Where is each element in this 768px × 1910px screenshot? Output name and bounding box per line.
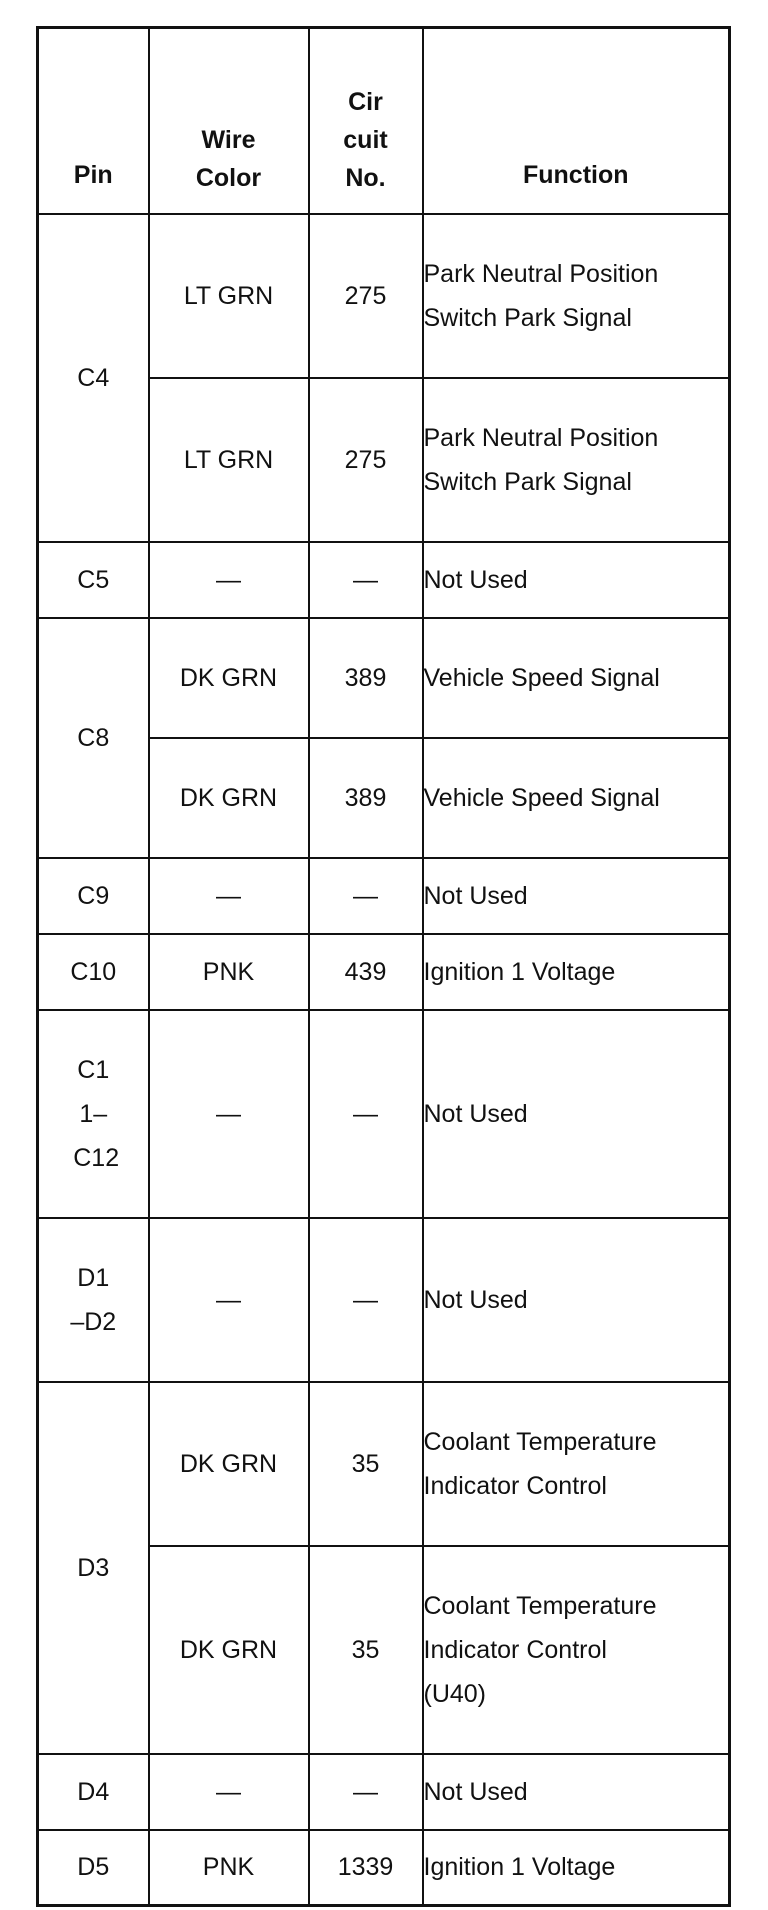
function-cell: Vehicle Speed Signal [423,618,730,738]
header-circuit-no [309,28,423,214]
table-row [38,618,730,738]
table-row [38,934,730,1010]
wire-color-cell: — [149,1218,309,1382]
header-circuit-no-label: Cir cuit No. [343,87,388,192]
function-cell: Park Neutral Position Switch Park Signal [423,214,730,378]
connector-pinout-table [36,26,731,1907]
function-cell [423,1546,730,1754]
circuit-cell: 275 [309,214,423,378]
function-cell: Ignition 1 Voltage [423,934,730,1010]
circuit-cell: — [309,858,423,934]
wire-color-cell: DK GRN [149,1382,309,1546]
wire-color-cell: — [149,542,309,618]
header-pin: Pin [38,28,149,214]
wire-color-cell: LT GRN [149,378,309,542]
header-wire-color [149,28,309,214]
table-row [38,1830,730,1906]
table-row [38,1010,730,1218]
wire-color-cell: LT GRN [149,214,309,378]
function-cell: Park Neutral Position Switch Park Signal [423,378,730,542]
wire-color-cell: — [149,1010,309,1218]
function-cell: Not Used [423,542,730,618]
circuit-cell: 1339 [309,1830,423,1906]
function-cell: Not Used [423,858,730,934]
pin-cell: C9 [38,858,149,934]
table-row [38,214,730,378]
function-cell: Not Used [423,1010,730,1218]
pin-cell: D5 [38,1830,149,1906]
table-row [38,1218,730,1382]
circuit-cell: 439 [309,934,423,1010]
pin-label: D1 –D2 [70,1263,117,1336]
circuit-cell: — [309,1218,423,1382]
wire-color-cell: DK GRN [149,1546,309,1754]
function-cell: Not Used [423,1218,730,1382]
circuit-cell: 389 [309,738,423,858]
pin-cell: C4 [38,214,149,542]
header-function: Function [423,28,730,214]
header-row [38,28,730,214]
pin-cell: C8 [38,618,149,858]
wire-color-cell: PNK [149,1830,309,1906]
function-cell: Not Used [423,1754,730,1830]
pin-label: C1 1– C12 [73,1055,120,1172]
header-wire-color-label: Wire Color [195,125,262,192]
pin-cell: C10 [38,934,149,1010]
pin-cell [38,1218,149,1382]
wire-color-cell: — [149,1754,309,1830]
circuit-cell: 275 [309,378,423,542]
table-row [38,1754,730,1830]
circuit-cell: — [309,1754,423,1830]
wire-color-cell: — [149,858,309,934]
table-row [38,1382,730,1546]
pin-cell: D3 [38,1382,149,1754]
circuit-cell: — [309,1010,423,1218]
pin-cell: D4 [38,1754,149,1830]
function-cell: Ignition 1 Voltage [423,1830,730,1906]
pin-cell [38,1010,149,1218]
circuit-cell: 389 [309,618,423,738]
pin-cell: C5 [38,542,149,618]
function-cell: Vehicle Speed Signal [423,738,730,858]
wire-color-cell: DK GRN [149,738,309,858]
wire-color-cell: DK GRN [149,618,309,738]
function-label: Coolant Temperature Indicator Control (U40) [423,1591,657,1708]
table-row [38,858,730,934]
table-row [38,542,730,618]
circuit-cell: 35 [309,1382,423,1546]
wire-color-cell: PNK [149,934,309,1010]
function-label: Coolant Temperature Indicator Control [423,1427,657,1500]
circuit-cell: 35 [309,1546,423,1754]
circuit-cell: — [309,542,423,618]
function-cell [423,1382,730,1546]
